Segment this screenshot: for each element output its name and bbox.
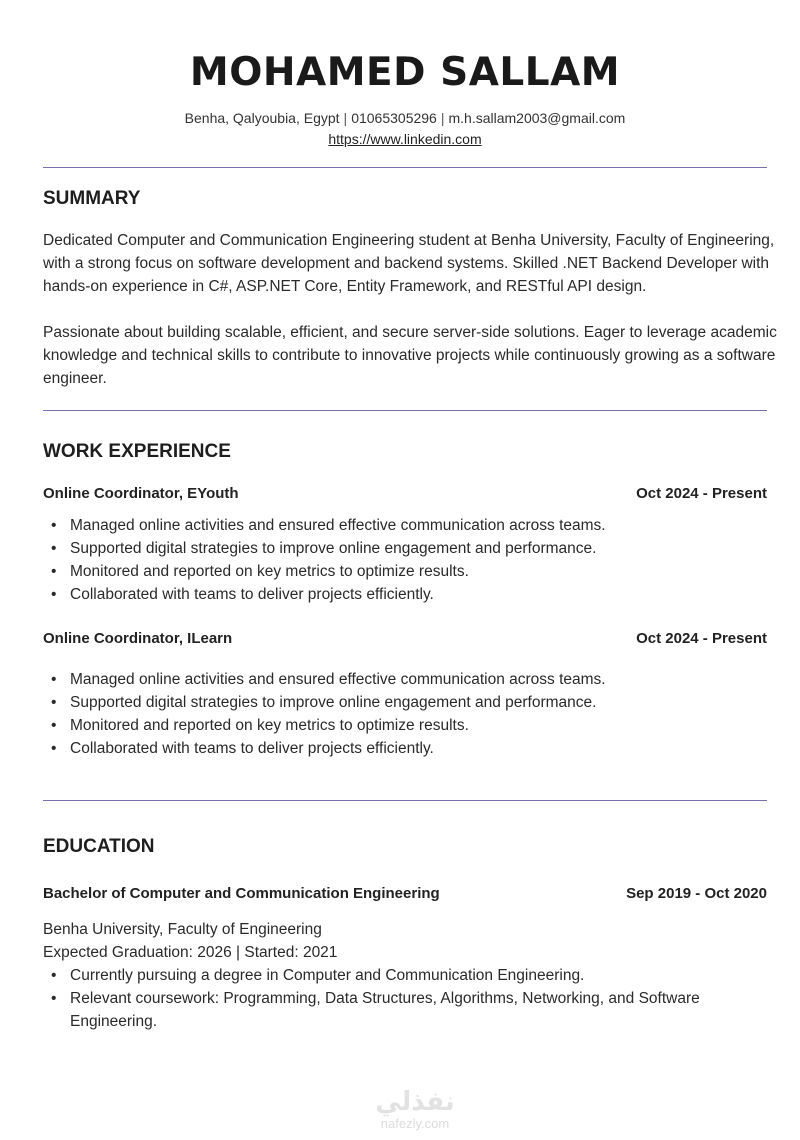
summary-paragraph-1: Dedicated Computer and Communication Engineering student at Benha University, Faculty of Engineering, with a strong focus on software development and backend systems. Skilled .NET Backend Developer with hands-on experience in C#, ASP.NET Core, Entity Framework, and RESTful API design.	[43, 232, 775, 295]
summary-paragraph-2: Passionate about building scalable, efficient, and secure server-side solutions. Eager to leverage academic knowledge and technical skills to contribute to innovative projects while continuously growing as a software engineer.	[43, 324, 777, 387]
list-item: • Managed online activities and ensured effective communication across teams.	[70, 668, 760, 691]
phone: 01065305296	[351, 110, 437, 126]
section-divider	[43, 167, 767, 168]
list-item: • Collaborated with teams to deliver projects efficiently.	[70, 737, 760, 760]
section-divider	[43, 800, 767, 801]
education-bullet-list	[43, 964, 760, 1033]
list-item: • Supported digital strategies to improve online engagement and performance.	[70, 691, 760, 714]
list-item: • Currently pursuing a degree in Computer and Communication Engineering.	[70, 964, 760, 987]
linkedin-link[interactable]: https://www.linkedin.com	[328, 131, 482, 147]
list-item: • Managed online activities and ensured effective communication across teams.	[70, 514, 760, 537]
institution: Benha University, Faculty of Engineering	[43, 921, 322, 938]
candidate-name: MOHAMED SALLAM	[189, 50, 621, 95]
contact-line	[43, 110, 767, 126]
job-title: Online Coordinator, EYouth	[43, 485, 239, 502]
job-bullet-list	[43, 514, 760, 606]
list-item: • Relevant coursework: Programming, Data Structures, Algorithms, Networking, and Software Engineering.	[70, 987, 760, 1033]
experience-heading: WORK EXPERIENCE	[43, 441, 231, 462]
job-title: Online Coordinator, ILearn	[43, 630, 233, 647]
linkedin-line	[43, 131, 767, 147]
degree-title: Bachelor of Computer and Communication Engineering	[43, 885, 440, 902]
watermark-site: nafezly.com	[380, 1116, 450, 1131]
list-item: • Monitored and reported on key metrics to optimize results.	[70, 714, 760, 737]
education-heading: EDUCATION	[43, 836, 155, 857]
watermark	[365, 1088, 465, 1131]
graduation-info: Expected Graduation: 2026 | Started: 2021	[43, 944, 338, 961]
email[interactable]: m.h.sallam2003@gmail.com	[448, 110, 626, 126]
job-dates: Oct 2024 - Present	[636, 630, 767, 647]
separator: |	[343, 110, 348, 126]
job-bullet-list	[43, 668, 760, 760]
summary-heading: SUMMARY	[43, 188, 141, 209]
list-item: • Supported digital strategies to improve online engagement and performance.	[70, 537, 760, 560]
separator: |	[440, 110, 445, 126]
section-divider	[43, 410, 767, 411]
job-dates: Oct 2024 - Present	[636, 485, 767, 502]
education-dates: Sep 2019 - Oct 2020	[626, 885, 767, 902]
list-item: • Monitored and reported on key metrics to optimize results.	[70, 560, 760, 583]
watermark-logo: نفذلي	[375, 1087, 455, 1117]
list-item: • Collaborated with teams to deliver projects efficiently.	[70, 583, 760, 606]
location: Benha, Qalyoubia, Egypt	[184, 110, 340, 126]
